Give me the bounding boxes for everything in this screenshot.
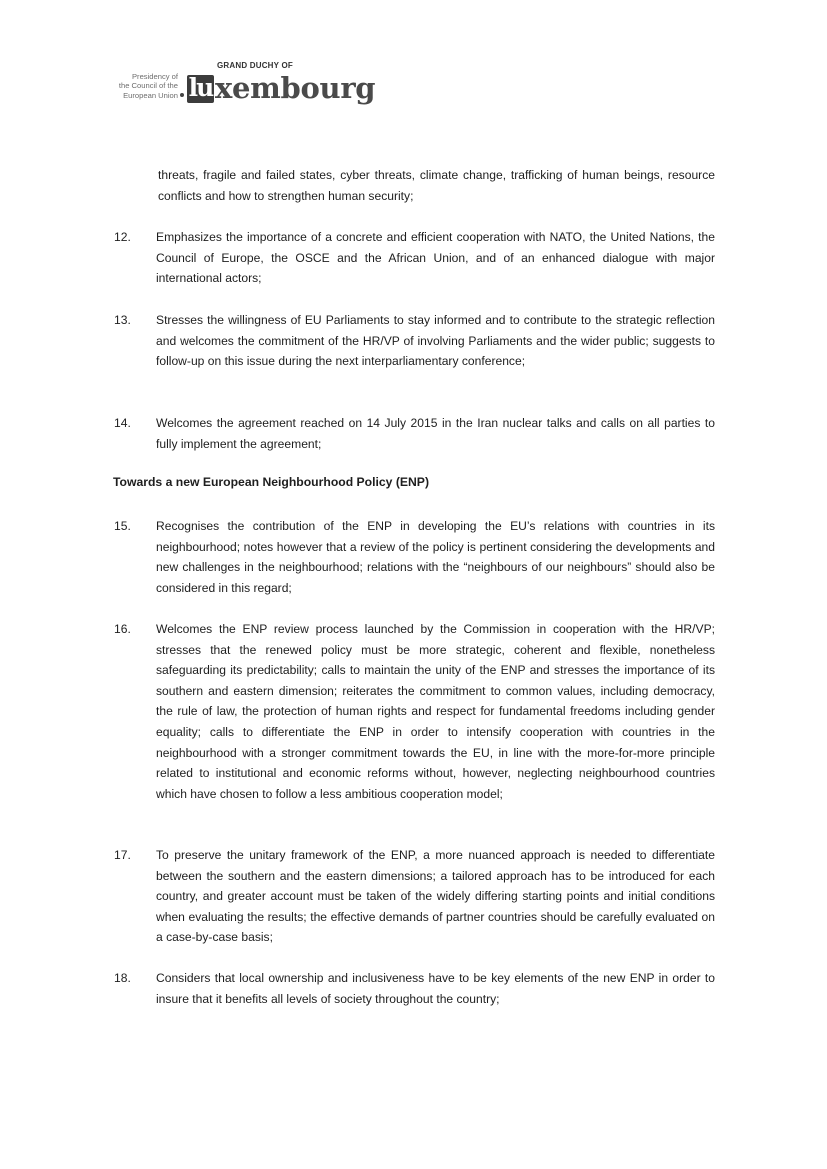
- item-number: 12.: [114, 230, 131, 244]
- section-heading: Towards a new European Neighbourhood Policy (ENP): [113, 475, 429, 489]
- item-number: 14.: [114, 416, 131, 430]
- list-item: [114, 845, 715, 948]
- item-number: 16.: [114, 622, 131, 636]
- item-text: To preserve the unitary framework of the ENP, a more nuanced approach is needed to differentiate between the southern and the eastern dimensions; a tailored approach has to be introduced for each country, and greater account must be taken of the widely differing starting points and initial conditions when evaluating the results; the effective demands of partner countries should be carefully evaluated on a case-by-case basis;: [156, 848, 715, 945]
- logo-lu-mark: lu: [188, 75, 213, 102]
- item-text: Recognises the contribution of the ENP in developing the EU’s relations with countries in its neighbourhood; notes however that a review of the policy is pertinent considering the developments and new challenges in the neighbourhood; relations with the “neighbours of our neighbours” should also be considered in this regard;: [156, 519, 715, 595]
- list-item: [114, 227, 715, 289]
- item-text: Emphasizes the importance of a concrete and efficient cooperation with NATO, the United Nations, the Council of Europe, the OSCE and the African Union, and of an enhanced dialogue with major international actors;: [156, 230, 715, 286]
- list-item: [114, 516, 715, 598]
- logo-dot-icon: [180, 93, 184, 97]
- list-item: [114, 310, 715, 372]
- item-text: Stresses the willingness of EU Parliaments to stay informed and to contribute to the strategic reflection and welcomes the commitment of the HR/VP of involving Parliaments and the wider public; suggests to follow-up on this issue during the next interparliamentary conference;: [156, 313, 715, 369]
- item-text: Considers that local ownership and inclusiveness have to be key elements of the new ENP in order to insure that it benefits all levels of society throughout the country;: [156, 971, 715, 1006]
- item-number: 18.: [114, 971, 131, 985]
- item-text: Welcomes the ENP review process launched by the Commission in cooperation with the HR/VP; stresses that the renewed policy must be more strategic, coherent and flexible, nonetheless safeguarding its predictability; calls to maintain the unity of the ENP and stresses the importance of its southern and eastern dimension; reiterates the commitment to common values, including democracy, the rule of law, the protection of human rights and respect for fundamental freedoms including gender equality; calls to differentiate the ENP in order to intensify cooperation with countries in the neighbourhood with a stronger commitment towards the EU, in line with the more-for-more principle related to institutional and economic reforms without, however, neglecting neighbourhood countries which have chosen to follow a less ambitious cooperation model;: [156, 622, 715, 801]
- item-number: 13.: [114, 313, 131, 327]
- logo-presidency-text: [86, 72, 178, 100]
- item-number: 15.: [114, 519, 131, 533]
- item-text: Welcomes the agreement reached on 14 July 2015 in the Iran nuclear talks and calls on all parties to fully implement the agreement;: [156, 416, 715, 451]
- presidency-logo: [86, 60, 386, 120]
- list-item: [114, 968, 715, 1009]
- logo-presidency-line: European Union: [123, 90, 178, 100]
- list-item: [114, 413, 715, 454]
- logo-presidency-line: the Council of the: [118, 81, 178, 91]
- list-item: [114, 619, 715, 804]
- paragraph-continuation: [131, 165, 715, 206]
- paragraph-text: threats, fragile and failed states, cyber threats, climate change, trafficking of human beings, resource conflicts and how to strengthen human security;: [158, 168, 715, 203]
- logo-presidency-line: Presidency of: [131, 72, 178, 81]
- logo-grand-duchy: GRAND DUCHY OF: [217, 61, 293, 70]
- item-number: 17.: [114, 848, 131, 862]
- logo-wordmark: xembourg: [215, 71, 376, 105]
